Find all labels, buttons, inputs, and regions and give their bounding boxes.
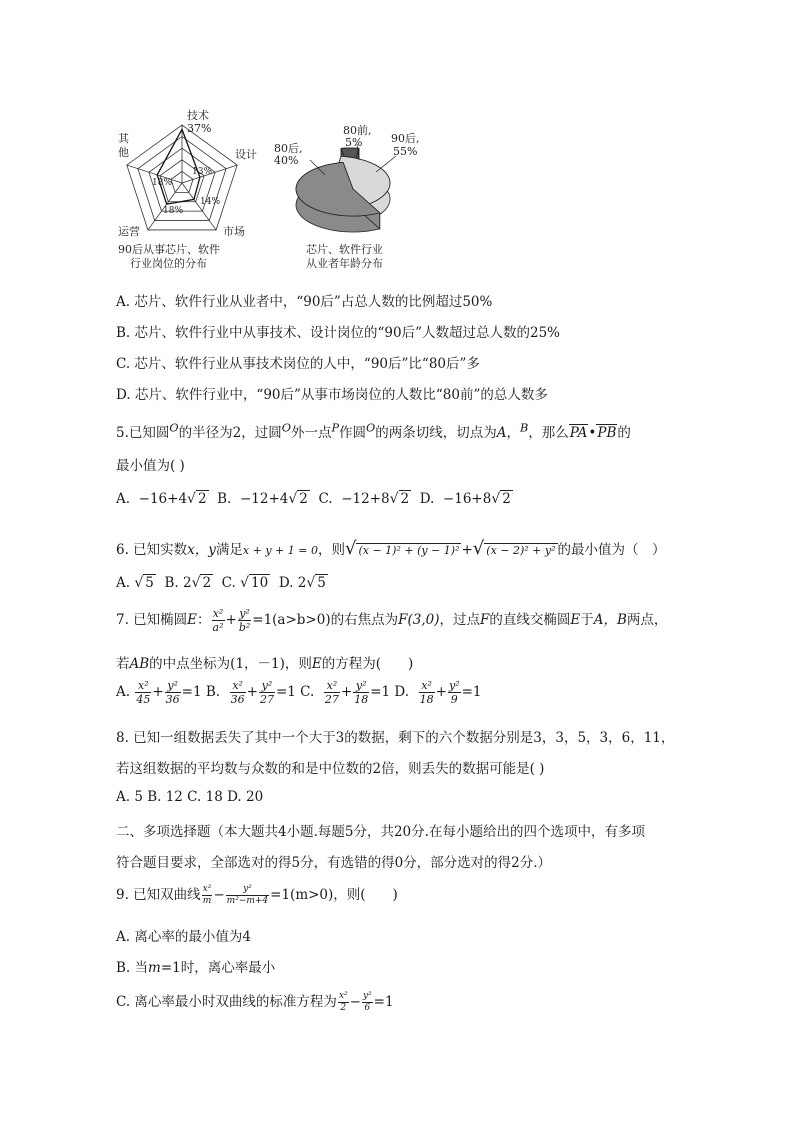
figure (110, 100, 430, 280)
q5-stem: 5.已知圆$^O$的半径为2，过圆$^O$外一点$^P$作圆$^O$的两条切线，切点为A，$^B$，那么PA•PB的 (116, 421, 631, 441)
q7-stem: 7. 已知椭圆E： $\frac{\text{x²}}{\text{a²}}$ + $\frac{\text{y²}}{\text{b²}}$ =1(a>b>0)的右焦点为F(3,0)，过点F的直线交椭圆E于A，B两点， (116, 607, 668, 634)
q9-option-c: C. 离心率最小时双曲线的标准方程为 $\frac{\text{x²}}{2}$ − $\frac{\text{y²}}{6}$ =1 (116, 991, 394, 1013)
radar-caption-line2: 行业岗位的分布 (130, 257, 207, 270)
pie-leader-line (376, 156, 396, 172)
section2-heading-line1: 二、多项选择题（本大题共4小题.每题5分，共20分.在每小题给出的四个选项中，有多项 (116, 824, 645, 840)
pie-label-90after-value: 55% (393, 145, 418, 158)
radar-axis-label-market: 市场 (223, 225, 245, 238)
q4-option-a: A. 芯片、软件行业从业者中，“90后”占总人数的比例超过50% (116, 294, 493, 310)
radar-axis-label-ops: 运营 (118, 225, 140, 238)
vector-pb: PB (597, 425, 617, 441)
radar-value-label-other: 18% (152, 178, 173, 188)
pie-caption-line1: 芯片、软件行业 (306, 243, 383, 256)
pie-label-80before-name: 80前, (343, 124, 372, 137)
q9-option-a: A. 离心率的最小值为4 (116, 929, 251, 945)
q4-option-b: B. 芯片、软件行业中从事技术、设计岗位的“90后”人数超过总人数的25% (116, 325, 560, 341)
q7-stem-line2: 若AB的中点坐标为(1，－1)，则E的方程为( ) (116, 656, 414, 672)
radar-value-label-design: 13% (192, 167, 213, 177)
q8-stem-line1: 8. 已知一组数据丢失了其中一个大于3的数据，剩下的六个数据分别是3，3，5，3，6，11， (116, 730, 675, 746)
radar-value-label-tech: 37% (187, 122, 212, 135)
section2-heading-line2: 符合题目要求，全部选对的得5分，有选错的得0分，部分选对的得2分.） (116, 855, 552, 871)
pie-label-80after-value: 40% (274, 154, 299, 167)
q5-options: A. −16+4√ 2 B. −12+4√ 2 C. −12+8√ 2 D. −16+8√ 2 (116, 491, 511, 507)
q5-stem-line2: 最小值为( ) (116, 458, 185, 474)
q4-option-d: D. 芯片、软件行业中，“90后”从事市场岗位的人数比“80前”的总人数多 (116, 387, 548, 403)
q7-options: A. $\frac{\text{x²}}{45}$ + $\frac{\text{y²}}{36}$ =1 B. $\frac{\text{x²}}{36}$ + $\frac{\text{y²}}{27}$ =1 C. $\frac{\text{x²}}{27}$ + $\frac{\text{y²}}{18}$ =1 D. $\frac{\text{x²}}{18}$ + $\frac{\text{y²}}{9}$ =1 (116, 679, 482, 706)
radar-value-label-market: 14% (200, 197, 221, 207)
radar-value-label-ops: 18% (163, 206, 184, 216)
pie-label-80after-name: 80后, (274, 142, 303, 155)
pie-label-90after-name: 90后, (391, 132, 420, 145)
radar-axis-label-other: 其他 (118, 132, 129, 159)
q6-options: A. √ 5 B. 2√ 2 C. √ 10 D. 2√ 5 (116, 575, 326, 591)
radar-caption-line1: 90后从事芯片、软件 (118, 243, 220, 256)
q9-stem: 9. 已知双曲线 $\frac{\text{x²}}{m}$ − $\frac{\text{y²}}{\text{m²−m+4}}$ =1(m>0)，则( ) (116, 884, 398, 906)
radar-axis-label-tech-top: 技术 (187, 109, 209, 122)
pie-chart (296, 144, 396, 232)
q8-stem-line2: 若这组数据的平均数与众数的和是中位数的2倍，则丢失的数据可能是( ) (116, 761, 545, 777)
radar-axis-label-design: 设计 (235, 148, 257, 161)
q6-stem: 6. 已知实数x，y满足x + y + 1 = 0，则√ (x − 1)² + (y − 1)² +√ (x − 2)² + y² 的最小值为（ ） (116, 538, 666, 559)
q9-option-b: B. 当m=1时，离心率最小 (116, 960, 276, 976)
pie-label-80before-value: 5% (345, 136, 363, 149)
q4-option-c: C. 芯片、软件行业从事技术岗位的人中，“90后”比“80后”多 (116, 356, 480, 372)
vector-pa: PA (569, 425, 588, 441)
q8-options: A. 5 B. 12 C. 18 D. 20 (116, 789, 264, 805)
pie-caption-line2: 从业者年龄分布 (306, 257, 383, 270)
